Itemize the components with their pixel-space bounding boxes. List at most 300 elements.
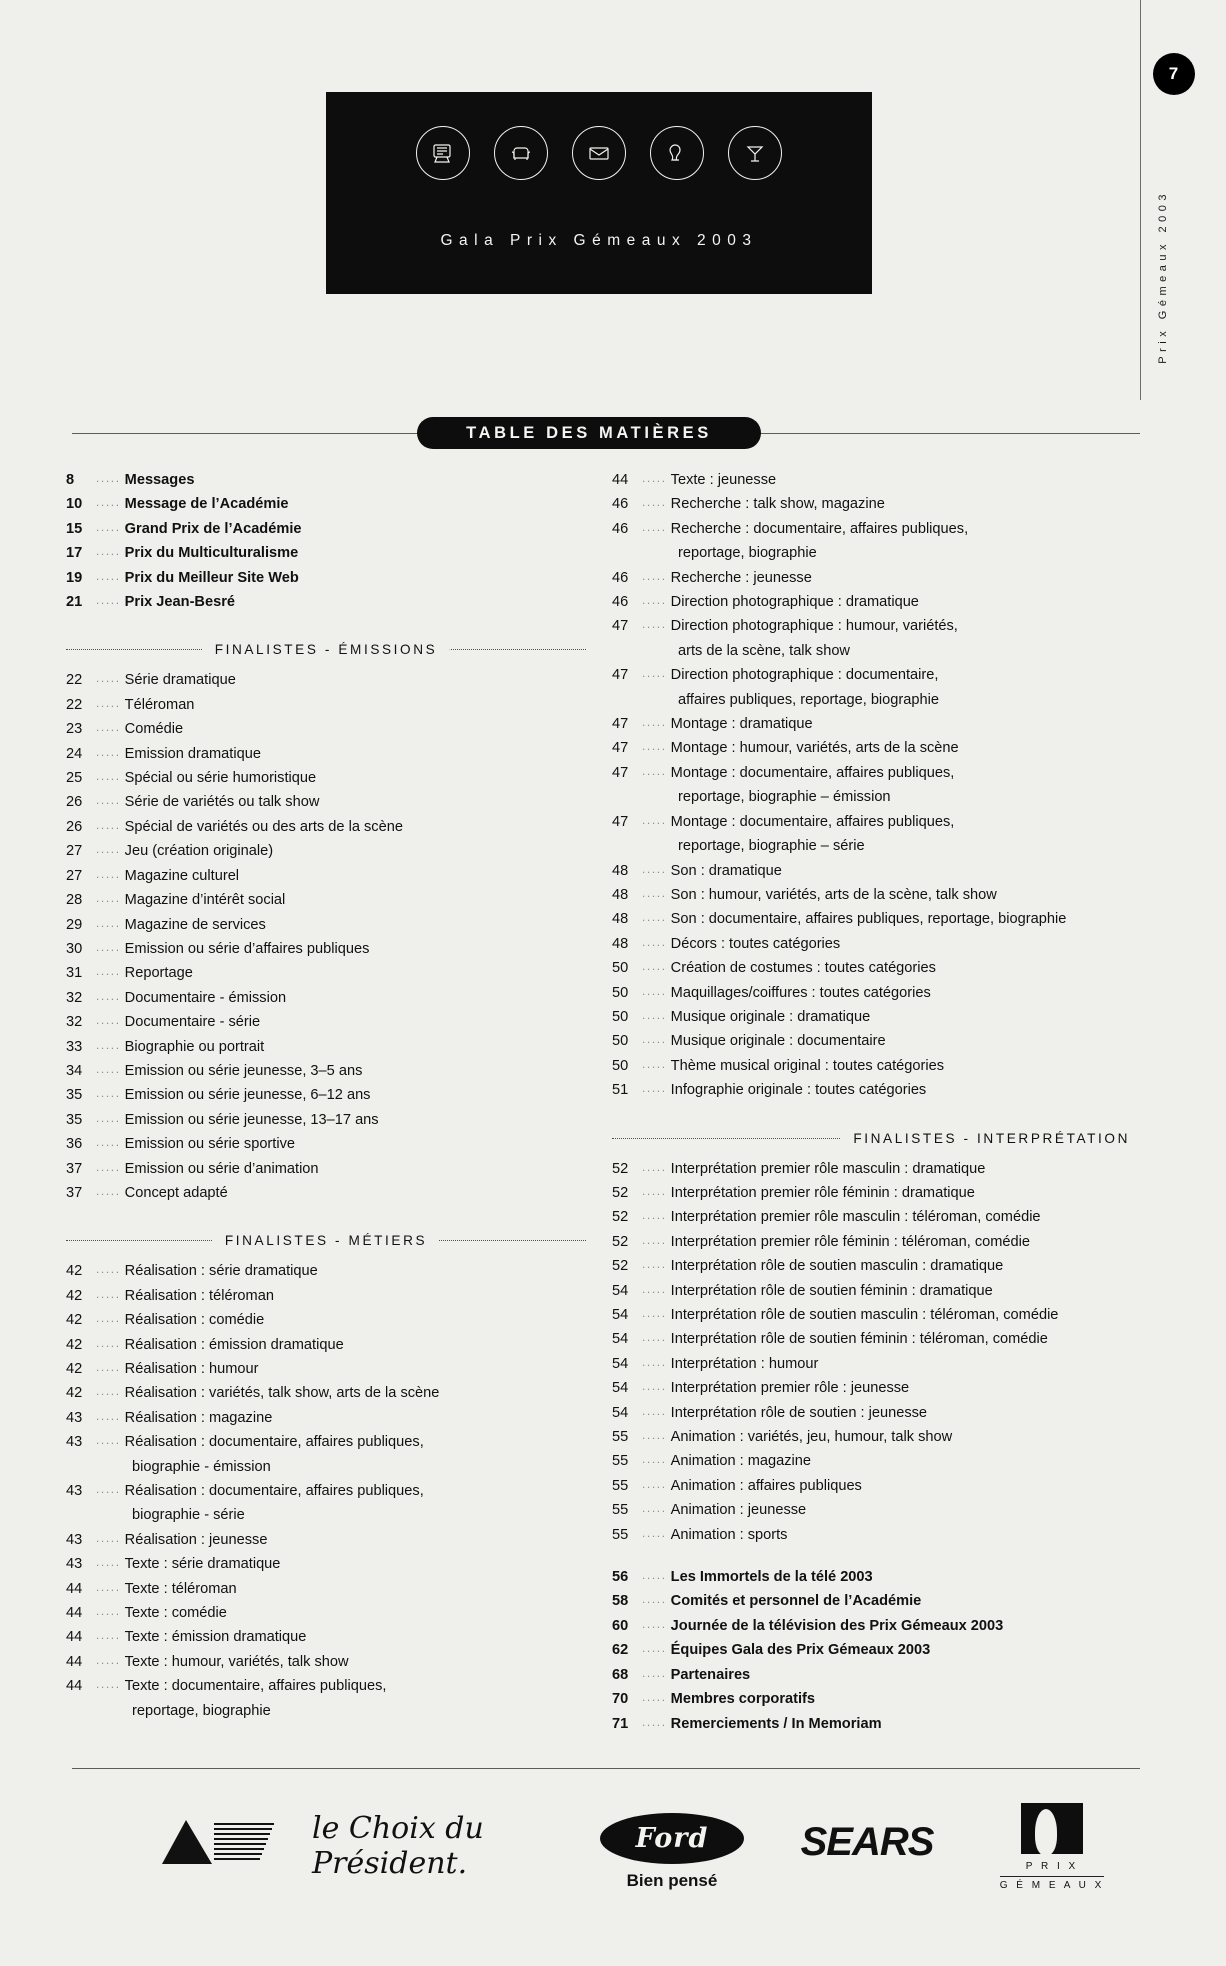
toc-entry-label: Magazine culturel: [124, 867, 240, 884]
toc-entry[interactable]: [66, 1035, 586, 1059]
toc-entry-page: 8: [66, 472, 75, 488]
toc-entry-label: Texte : humour, variétés, talk show: [124, 1653, 349, 1670]
toc-entry[interactable]: [66, 590, 586, 614]
toc-entry-page: 47: [612, 764, 629, 781]
toc-entry[interactable]: [612, 883, 1142, 907]
spotlight-icon: [650, 126, 704, 180]
section-header-metiers: [66, 1229, 586, 1251]
toc-entry[interactable]: [66, 1479, 586, 1503]
toc-leader-dots: .....: [96, 720, 121, 735]
toc-entry[interactable]: [66, 839, 586, 863]
toc-entry[interactable]: [66, 888, 586, 912]
toc-entry-page: 17: [66, 545, 83, 562]
toc-entry[interactable]: [66, 717, 586, 741]
toc-leader-dots: .....: [642, 1281, 667, 1296]
toc-title: TABLE DES MATIÈRES: [417, 417, 761, 449]
toc-entry[interactable]: [66, 1357, 586, 1381]
toc-leader-dots: .....: [96, 1604, 121, 1619]
toc-entry-label: Les Immortels de la télé 2003: [670, 1569, 873, 1586]
toc-entry[interactable]: [66, 1552, 586, 1576]
toc-entry[interactable]: [66, 492, 586, 516]
section-header-metiers-label: FINALISTES - MÉTIERS: [213, 1229, 439, 1253]
toc-entry-label: Emission ou série d’animation: [124, 1160, 319, 1177]
toc-entry[interactable]: [612, 468, 1142, 492]
toc-entry-label: Spécial ou série humoristique: [124, 770, 317, 787]
toc-entry-page: 54: [612, 1331, 629, 1348]
toc-leader-dots: .....: [96, 817, 121, 832]
toc-entry[interactable]: [66, 986, 586, 1010]
toc-leader-dots: .....: [642, 763, 667, 778]
section-header-emissions-label: FINALISTES - ÉMISSIONS: [203, 638, 450, 662]
toc-entry-page: 50: [612, 1008, 629, 1025]
toc-entry[interactable]: [612, 859, 1142, 883]
toc-entry-label: Infographie originale : toutes catégories: [670, 1082, 927, 1099]
toc-entry-label: Réalisation : variétés, talk show, arts de la scène: [124, 1385, 440, 1402]
toc-entry-label: Journée de la télévision des Prix Gémeaux 2003: [670, 1617, 1004, 1634]
toc-entry-label: Réalisation : magazine: [124, 1409, 273, 1426]
toc-entry-label: Interprétation premier rôle féminin : téléroman, comédie: [670, 1233, 1031, 1250]
toc-entry-page: 71: [612, 1715, 629, 1732]
toc-leader-dots: .....: [96, 769, 121, 784]
toc-entry-page: 44: [66, 1629, 83, 1646]
toc-entry-label: Grand Prix de l’Académie: [124, 520, 302, 537]
toc-entry-page: 43: [66, 1434, 83, 1451]
toc-entry-page: 48: [612, 862, 629, 879]
toc-entry-label: Maquillages/coiffures : toutes catégories: [670, 984, 931, 1001]
toc-entry-page: 47: [612, 740, 629, 757]
toc-entry[interactable]: [66, 541, 586, 565]
toc-entry[interactable]: [66, 1625, 586, 1649]
section-header-emissions: [66, 638, 586, 660]
toc-entry-label: Interprétation rôle de soutien féminin : dramatique: [670, 1282, 993, 1299]
toc-entry-label: Interprétation rôle de soutien féminin : téléroman, comédie: [670, 1331, 1048, 1348]
prix-gemeaux-wordmark: [1000, 1860, 1105, 1893]
toc-entry[interactable]: [66, 1181, 586, 1205]
toc-entry[interactable]: [66, 1601, 586, 1625]
toc-entry[interactable]: [66, 1308, 586, 1332]
toc-leader-dots: .....: [96, 1408, 121, 1423]
toc-entry[interactable]: [612, 1279, 1142, 1303]
toc-entry-label: Message de l’Académie: [124, 496, 289, 513]
toc-entry-label: Animation : magazine: [670, 1453, 812, 1470]
toc-entry-page: 43: [66, 1409, 83, 1426]
toc-entry-label: Emission ou série jeunesse, 6–12 ans: [124, 1087, 371, 1104]
toc-leader-dots: .....: [642, 1379, 667, 1394]
toc-entry-page: 24: [66, 745, 83, 762]
toc-entry[interactable]: [66, 1577, 586, 1601]
toc-entry-label: Décors : toutes catégories: [670, 935, 841, 952]
footer-rule: [72, 1768, 1140, 1769]
toc-entry[interactable]: [66, 1650, 586, 1674]
toc-leader-dots: .....: [96, 593, 121, 608]
toc-entry[interactable]: [66, 517, 586, 541]
toc-entry-label: Interprétation premier rôle masculin : téléroman, comédie: [670, 1209, 1041, 1226]
toc-entry-label: Montage : documentaire, affaires publiques,: [670, 813, 955, 830]
toc-entry[interactable]: [612, 1157, 1142, 1181]
toc-leader-dots: .....: [96, 1482, 121, 1497]
toc-entry-page: 37: [66, 1184, 83, 1201]
toc-entry-page: 26: [66, 818, 83, 835]
toc-leader-dots: .....: [642, 812, 667, 827]
toc-entry[interactable]: [612, 1205, 1142, 1229]
toc-entry-label: Direction photographique : dramatique: [670, 594, 919, 611]
toc-entry-page: 44: [66, 1580, 83, 1597]
toc-entry[interactable]: [66, 1010, 586, 1034]
toc-leader-dots: .....: [642, 1568, 667, 1583]
toc-leader-dots: .....: [96, 544, 121, 559]
toc-leader-dots: .....: [642, 1032, 667, 1047]
toc-column-right: [612, 468, 1142, 1736]
toc-entry[interactable]: [612, 1029, 1142, 1053]
toc-entry-page: 52: [612, 1160, 629, 1177]
toc-entry[interactable]: [612, 1005, 1142, 1029]
toc-leader-dots: .....: [642, 1306, 667, 1320]
toc-entry-label: Série de variétés ou talk show: [124, 794, 320, 811]
toc-leader-dots: .....: [96, 1013, 121, 1028]
toc-entry-page: 21: [66, 594, 83, 611]
toc-entry-page: 55: [612, 1429, 629, 1446]
toc-entry-page: 54: [612, 1282, 629, 1299]
toc-entry-label: Emission dramatique: [124, 745, 261, 762]
toc-entry[interactable]: [66, 913, 586, 937]
toc-leader-dots: .....: [96, 671, 121, 686]
toc-leader-dots: .....: [642, 666, 667, 681]
toc-entry-label: Animation : jeunesse: [670, 1502, 807, 1519]
toc-entry-label: Remerciements / In Memoriam: [670, 1715, 882, 1732]
toc-entry[interactable]: [66, 742, 586, 766]
toc-entry-label: Emission ou série jeunesse, 13–17 ans: [124, 1111, 379, 1128]
toc-leader-dots: .....: [642, 1525, 667, 1540]
toc-entry[interactable]: [66, 1083, 586, 1107]
toc-entry[interactable]: [612, 1327, 1142, 1351]
toc-entry[interactable]: [66, 468, 586, 492]
toc-leader-dots: .....: [96, 1579, 121, 1594]
toc-leader-dots: .....: [642, 1665, 667, 1680]
toc-leader-dots: .....: [642, 1330, 667, 1345]
toc-entry-page: 47: [612, 667, 629, 684]
toc-entry[interactable]: [612, 1449, 1142, 1473]
toc-entry-page: 54: [612, 1380, 629, 1397]
toc-entry-label: Magazine d’intérêt social: [124, 892, 286, 909]
toc-entry[interactable]: [66, 1284, 586, 1308]
toc-leader-dots: .....: [642, 959, 667, 974]
toc-leader-dots: .....: [96, 1384, 121, 1399]
toc-leader-dots: .....: [642, 471, 667, 485]
toc-entry-label: Direction photographique : humour, variétés,: [670, 618, 958, 635]
toc-entry-page: 26: [66, 794, 83, 811]
toc-entry-label: Réalisation : série dramatique: [124, 1263, 318, 1280]
toc-entry-page: 50: [612, 984, 629, 1001]
toc-entry[interactable]: [66, 961, 586, 985]
toc-entry[interactable]: [612, 663, 1142, 687]
sears-logo: SEARS: [800, 1819, 934, 1864]
toc-entry[interactable]: [612, 712, 1142, 736]
toc-entry[interactable]: [66, 815, 586, 839]
toc-entry-page: 54: [612, 1355, 629, 1372]
toc-entry[interactable]: [612, 1523, 1142, 1547]
toc-entry-label: Animation : affaires publiques: [670, 1477, 862, 1494]
prix-gemeaux-word-bottom: G É M E A U X: [999, 1880, 1105, 1891]
toc-entry[interactable]: [66, 566, 586, 590]
toc-entry-page: 36: [66, 1136, 83, 1153]
toc-entry[interactable]: [66, 1406, 586, 1430]
ford-tagline: Bien pensé: [626, 1871, 718, 1890]
presidents-choice-mark-icon: [152, 1801, 292, 1881]
toc-leader-dots: .....: [642, 519, 667, 534]
toc-entry-label: Interprétation premier rôle féminin : dramatique: [670, 1184, 975, 1201]
toc-entry-label: Réalisation : jeunesse: [124, 1531, 268, 1548]
toc-leader-dots: .....: [96, 695, 121, 710]
toc-entry-page: 48: [612, 886, 629, 903]
toc-entry-page: 46: [612, 594, 629, 611]
toc-entry[interactable]: [66, 1259, 586, 1283]
toc-entry-label: Texte : émission dramatique: [124, 1629, 307, 1646]
toc-entry-label: Documentaire - série: [124, 1014, 261, 1031]
toc-entry-label: Messages: [124, 472, 195, 488]
toc-leader-dots: .....: [96, 915, 121, 930]
toc-entry-label: Réalisation : émission dramatique: [124, 1336, 344, 1353]
toc-entry[interactable]: [612, 1254, 1142, 1278]
toc-entry[interactable]: [612, 1498, 1142, 1522]
toc-entry[interactable]: [612, 1054, 1142, 1078]
toc-leader-dots: .....: [642, 1208, 667, 1223]
toc-entry-page: 28: [66, 892, 83, 909]
toc-entry-page: 48: [612, 935, 629, 952]
toc-entry-label: Prix du Multiculturalisme: [124, 545, 299, 562]
toc-leader-dots: .....: [642, 1452, 667, 1467]
toc-entry[interactable]: [66, 937, 586, 961]
toc-entry-page: 43: [66, 1531, 83, 1548]
toc-entry-label: Réalisation : humour: [124, 1361, 259, 1377]
toc-group-interpretation: [612, 1157, 1142, 1548]
toc-entry-continuation: reportage, biographie: [678, 545, 817, 562]
toc-leader-dots: .....: [642, 1714, 667, 1729]
toc-entry[interactable]: [66, 1108, 586, 1132]
toc-leader-dots: .....: [642, 739, 667, 754]
toc-entry-label: Biographie ou portrait: [124, 1038, 265, 1055]
toc-leader-dots: .....: [642, 617, 667, 632]
toc-entry-page: 44: [612, 472, 629, 488]
toc-entry-label: Création de costumes : toutes catégories: [670, 960, 936, 977]
toc-group-emissions: [66, 668, 586, 1205]
toc-leader-dots: .....: [642, 568, 667, 583]
armchair-icon: [494, 126, 548, 180]
toc-entry-label: Son : dramatique: [670, 862, 782, 879]
toc-entry-label: Texte : téléroman: [124, 1580, 237, 1597]
toc-leader-dots: .....: [96, 964, 121, 979]
toc-entry-continuation: reportage, biographie: [132, 1702, 271, 1719]
toc-entry[interactable]: [66, 1528, 586, 1552]
toc-entry[interactable]: [66, 1674, 586, 1698]
toc-entry[interactable]: [612, 736, 1142, 760]
right-margin-rule: [1140, 0, 1141, 400]
toc-entry-page: 70: [612, 1691, 629, 1708]
toc-entry-label: Musique originale : dramatique: [670, 1008, 871, 1025]
toc-entry-page: 42: [66, 1336, 83, 1353]
toc-leader-dots: .....: [642, 1690, 667, 1705]
toc-entry-page: 15: [66, 520, 83, 537]
header-icon-row: [326, 126, 872, 180]
toc-entry[interactable]: [612, 1230, 1142, 1254]
toc-entry-page: 55: [612, 1502, 629, 1519]
toc-leader-dots: .....: [96, 1335, 121, 1350]
toc-entry[interactable]: [612, 492, 1142, 516]
toc-entry-page: 55: [612, 1477, 629, 1494]
toc-leader-dots: .....: [96, 842, 121, 857]
toc-entry[interactable]: [612, 1589, 1142, 1613]
toc-entry-label: Prix du Meilleur Site Web: [124, 569, 299, 586]
toc-entry-label: Comités et personnel de l’Académie: [670, 1593, 922, 1610]
toc-entry[interactable]: [612, 1303, 1142, 1327]
toc-entry[interactable]: [612, 590, 1142, 614]
toc-leader-dots: .....: [96, 1183, 121, 1198]
toc-entry-page: 27: [66, 867, 83, 884]
toc-entry-label: Documentaire - émission: [124, 989, 287, 1006]
toc-entry[interactable]: [612, 1401, 1142, 1425]
toc-leader-dots: .....: [642, 1428, 667, 1443]
toc-entry-label: Son : humour, variétés, arts de la scène, talk show: [670, 886, 997, 903]
toc-entry[interactable]: [66, 864, 586, 888]
toc-entry[interactable]: [66, 1132, 586, 1156]
toc-entry-page: 37: [66, 1160, 83, 1177]
toc-entry[interactable]: [612, 810, 1142, 834]
toc-group-metiers-continued: [612, 468, 1142, 1103]
toc-leader-dots: .....: [96, 568, 121, 583]
toc-entry[interactable]: [612, 614, 1142, 638]
toc-leader-dots: .....: [642, 885, 667, 900]
toc-entry[interactable]: [612, 1474, 1142, 1498]
toc-entry-label: Interprétation rôle de soutien masculin : téléroman, comédie: [670, 1307, 1059, 1323]
toc-entry[interactable]: [612, 566, 1142, 590]
toc-leader-dots: .....: [642, 1476, 667, 1491]
toc-entry-label: Direction photographique : documentaire,: [670, 667, 939, 684]
toc-leader-dots: .....: [642, 1007, 667, 1022]
toc-entry-page: 47: [612, 618, 629, 635]
toc-entry[interactable]: [612, 517, 1142, 541]
toc-entry-label: Interprétation rôle de soutien : jeunesse: [670, 1404, 928, 1421]
toc-entry[interactable]: [612, 932, 1142, 956]
toc-leader-dots: .....: [96, 891, 121, 906]
toc-entry-continuation: biographie - série: [132, 1507, 245, 1524]
toc-entry[interactable]: [612, 1712, 1142, 1736]
toc-entry[interactable]: [612, 1181, 1142, 1205]
toc-entry-label: Téléroman: [124, 696, 195, 713]
toc-entry-label: Emission ou série sportive: [124, 1136, 296, 1153]
toc-leader-dots: .....: [642, 861, 667, 876]
toc-entry-label: Animation : variétés, jeu, humour, talk show: [670, 1429, 953, 1446]
toc-entry-page: 54: [612, 1404, 629, 1421]
toc-entry-label: Partenaires: [670, 1666, 751, 1683]
toc-entry-label: Réalisation : documentaire, affaires publiques,: [124, 1434, 424, 1451]
toc-entry[interactable]: [612, 1663, 1142, 1687]
toc-entry[interactable]: [66, 1157, 586, 1181]
toc-leader-dots: .....: [642, 934, 667, 949]
toc-entry-page: 32: [66, 989, 83, 1006]
toc-leader-dots: .....: [96, 988, 121, 1003]
toc-entry[interactable]: [66, 1430, 586, 1454]
toc-entry[interactable]: [66, 668, 586, 692]
toc-entry-page: 51: [612, 1082, 629, 1099]
toc-entry-label: Interprétation : humour: [670, 1355, 819, 1372]
toc-entry-label: Réalisation : comédie: [124, 1312, 265, 1329]
toc-entry-page: 47: [612, 813, 629, 830]
gala-header-block: [326, 92, 872, 294]
toc-group-back-matter: [612, 1565, 1142, 1736]
toc-entry-continuation: biographie - émission: [132, 1458, 271, 1475]
toc-entry[interactable]: [612, 1376, 1142, 1400]
toc-entry-page: 60: [612, 1617, 629, 1634]
toc-entry-label: Comédie: [124, 721, 184, 738]
toc-leader-dots: .....: [642, 495, 667, 510]
toc-entry-page: 52: [612, 1233, 629, 1250]
toc-entry-page: 31: [66, 965, 83, 982]
toc-leader-dots: .....: [642, 910, 667, 925]
toc-entry[interactable]: [612, 761, 1142, 785]
toc-entry[interactable]: [612, 1565, 1142, 1589]
toc-entry-label: Série dramatique: [124, 672, 236, 689]
toc-entry[interactable]: [612, 1425, 1142, 1449]
toc-entry-continuation: reportage, biographie – émission: [678, 789, 891, 806]
toc-entry-label: Musique originale : documentaire: [670, 1033, 886, 1050]
toc-entry[interactable]: [66, 693, 586, 717]
toc-entry-label: Reportage: [124, 965, 193, 982]
toc-entry[interactable]: [612, 981, 1142, 1005]
toc-entry-page: 22: [66, 672, 83, 689]
toc-entry-page: 25: [66, 770, 83, 787]
toc-entry-page: 42: [66, 1312, 83, 1329]
toc-entry[interactable]: [612, 956, 1142, 980]
toc-entry[interactable]: [612, 907, 1142, 931]
toc-entry-page: 32: [66, 1014, 83, 1031]
toc-entry[interactable]: [66, 1381, 586, 1405]
toc-leader-dots: .....: [642, 1159, 667, 1174]
tv-icon: [416, 126, 470, 180]
toc-leader-dots: .....: [96, 471, 121, 485]
toc-entry[interactable]: [66, 1059, 586, 1083]
toc-entry-page: 52: [612, 1258, 629, 1275]
toc-entry-page: 55: [612, 1526, 629, 1543]
toc-entry-page: 50: [612, 1033, 629, 1050]
toc-entry-label: Montage : humour, variétés, arts de la scène: [670, 740, 959, 757]
toc-leader-dots: .....: [96, 1652, 121, 1667]
toc-entry[interactable]: [612, 1638, 1142, 1662]
toc-entry[interactable]: [612, 1614, 1142, 1638]
toc-entry-label: Prix Jean-Besré: [124, 594, 236, 611]
toc-entry-page: 54: [612, 1307, 629, 1323]
toc-entry-page: 50: [612, 960, 629, 977]
toc-entry[interactable]: [66, 766, 586, 790]
toc-entry-page: 47: [612, 716, 629, 733]
toc-entry[interactable]: [612, 1687, 1142, 1711]
toc-entry[interactable]: [66, 1333, 586, 1357]
toc-entry-page: 33: [66, 1038, 83, 1055]
toc-entry[interactable]: [612, 1352, 1142, 1376]
toc-entry-continuation: affaires publiques, reportage, biographie: [678, 691, 939, 708]
toc-leader-dots: .....: [642, 1592, 667, 1607]
toc-entry-label: Interprétation premier rôle : jeunesse: [670, 1380, 910, 1397]
toc-entry-label: Son : documentaire, affaires publiques, reportage, biographie: [670, 911, 1067, 928]
toc-entry[interactable]: [612, 1078, 1142, 1102]
toc-entry-page: 52: [612, 1184, 629, 1201]
toc-leader-dots: .....: [642, 1056, 667, 1071]
toc-entry-label: Réalisation : documentaire, affaires publiques,: [124, 1483, 424, 1500]
toc-entry-page: 42: [66, 1263, 83, 1280]
toc-entry-page: 23: [66, 721, 83, 738]
toc-entry-page: 58: [612, 1593, 629, 1610]
toc-entry-page: 30: [66, 940, 83, 957]
toc-entry[interactable]: [66, 790, 586, 814]
sponsor-logo-row: [72, 1795, 1140, 1915]
